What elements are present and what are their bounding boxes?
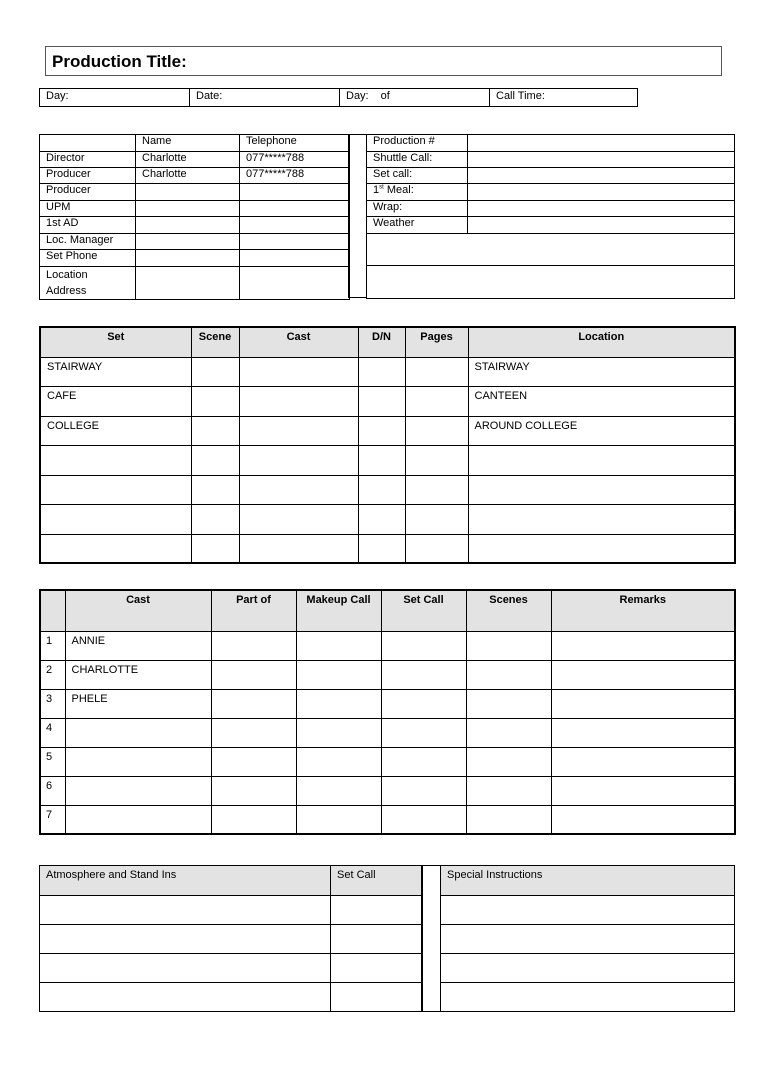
scenes-header-scene: Scene bbox=[191, 327, 239, 357]
scene-set[interactable]: STAIRWAY bbox=[40, 357, 191, 386]
crew-phone[interactable] bbox=[240, 201, 350, 217]
crew-role: Loc. Manager bbox=[40, 234, 136, 250]
cast-set-call[interactable] bbox=[381, 718, 466, 747]
cast-table bbox=[39, 589, 736, 835]
first-meal-label: 1st Meal: bbox=[367, 184, 468, 201]
atmosphere-set-call-header: Set Call bbox=[331, 866, 423, 896]
scene-cast[interactable] bbox=[239, 504, 358, 534]
crew-phone[interactable]: 077*****788 bbox=[240, 152, 350, 168]
cast-remarks[interactable] bbox=[551, 718, 735, 747]
scene-number[interactable] bbox=[191, 445, 239, 475]
table-row bbox=[40, 386, 735, 416]
cast-number: 5 bbox=[40, 747, 65, 776]
date-field[interactable]: Date: bbox=[190, 89, 340, 107]
cast-remarks[interactable] bbox=[551, 660, 735, 689]
scene-pages[interactable] bbox=[405, 386, 468, 416]
wrap-label: Wrap: bbox=[367, 201, 468, 217]
special-instruction-entry[interactable] bbox=[441, 983, 735, 1012]
weather-label: Weather bbox=[367, 217, 468, 234]
scene-pages[interactable] bbox=[405, 445, 468, 475]
scene-location[interactable] bbox=[468, 475, 735, 504]
table-row bbox=[40, 718, 735, 747]
address-label: Address bbox=[46, 285, 87, 297]
scene-location[interactable]: AROUND COLLEGE bbox=[468, 416, 735, 445]
table-row bbox=[40, 776, 735, 805]
cast-remarks[interactable] bbox=[551, 776, 735, 805]
cast-set-call[interactable] bbox=[381, 805, 466, 834]
shuttle-call-value[interactable] bbox=[468, 152, 735, 168]
scene-number[interactable] bbox=[191, 416, 239, 445]
scene-location[interactable] bbox=[468, 445, 735, 475]
scenes-table bbox=[39, 326, 736, 564]
day-field[interactable]: Day: bbox=[40, 89, 190, 107]
atmosphere-entry[interactable] bbox=[40, 954, 331, 983]
scene-set[interactable] bbox=[40, 504, 191, 534]
scene-pages[interactable] bbox=[405, 504, 468, 534]
special-instructions-table bbox=[440, 865, 735, 1012]
atmosphere-separator bbox=[421, 865, 441, 1012]
table-row bbox=[441, 925, 735, 954]
atmosphere-set-call[interactable] bbox=[331, 925, 423, 954]
set-call-value[interactable] bbox=[468, 168, 735, 184]
table-row bbox=[40, 357, 735, 386]
cast-name[interactable] bbox=[65, 776, 211, 805]
scene-dn[interactable] bbox=[358, 445, 405, 475]
table-row bbox=[40, 983, 423, 1012]
scene-location[interactable] bbox=[468, 504, 735, 534]
scene-location[interactable]: CANTEEN bbox=[468, 386, 735, 416]
scene-dn[interactable] bbox=[358, 475, 405, 504]
table-row bbox=[441, 896, 735, 925]
table-row bbox=[40, 631, 735, 660]
cast-part-of[interactable] bbox=[211, 776, 296, 805]
scene-number[interactable] bbox=[191, 475, 239, 504]
atmosphere-entry[interactable] bbox=[40, 983, 331, 1012]
scene-cast[interactable] bbox=[239, 386, 358, 416]
crew-location-extra[interactable] bbox=[240, 267, 350, 300]
table-row bbox=[40, 896, 423, 925]
cast-remarks[interactable] bbox=[551, 805, 735, 834]
cast-set-call[interactable] bbox=[381, 689, 466, 718]
cast-number: 7 bbox=[40, 805, 65, 834]
crew-separator bbox=[348, 134, 367, 298]
cast-name[interactable] bbox=[65, 747, 211, 776]
atmosphere-set-call[interactable] bbox=[331, 896, 423, 925]
crew-role: Producer bbox=[40, 184, 136, 201]
cast-number: 4 bbox=[40, 718, 65, 747]
cast-name[interactable] bbox=[65, 805, 211, 834]
cast-number: 2 bbox=[40, 660, 65, 689]
cast-makeup-call[interactable] bbox=[296, 805, 381, 834]
table-row bbox=[40, 416, 735, 445]
day-of-label: Day: bbox=[346, 90, 369, 102]
day-of-field[interactable] bbox=[340, 89, 490, 107]
table-row bbox=[40, 475, 735, 504]
scene-pages[interactable] bbox=[405, 416, 468, 445]
cast-makeup-call[interactable] bbox=[296, 747, 381, 776]
scene-dn[interactable] bbox=[358, 357, 405, 386]
scene-set[interactable] bbox=[40, 534, 191, 563]
cast-makeup-call[interactable] bbox=[296, 689, 381, 718]
crew-role: 1st AD bbox=[40, 217, 136, 234]
production-info-blank-2[interactable] bbox=[367, 266, 735, 299]
cast-scenes[interactable] bbox=[466, 776, 551, 805]
cast-part-of[interactable] bbox=[211, 747, 296, 776]
crew-name[interactable] bbox=[136, 201, 240, 217]
atmosphere-set-call[interactable] bbox=[331, 983, 423, 1012]
scene-number[interactable] bbox=[191, 504, 239, 534]
scene-pages[interactable] bbox=[405, 357, 468, 386]
scene-set[interactable]: CAFE bbox=[40, 386, 191, 416]
cast-set-call[interactable] bbox=[381, 776, 466, 805]
cast-remarks[interactable] bbox=[551, 631, 735, 660]
cast-scenes[interactable] bbox=[466, 660, 551, 689]
scenes-header-pages: Pages bbox=[405, 327, 468, 357]
table-row bbox=[40, 445, 735, 475]
cast-number: 6 bbox=[40, 776, 65, 805]
weather-value[interactable] bbox=[468, 217, 735, 234]
scene-cast[interactable] bbox=[239, 445, 358, 475]
crew-location-address bbox=[40, 267, 136, 300]
special-instruction-entry[interactable] bbox=[441, 954, 735, 983]
scene-cast[interactable] bbox=[239, 416, 358, 445]
scene-location[interactable]: STAIRWAY bbox=[468, 357, 735, 386]
cast-part-of[interactable] bbox=[211, 805, 296, 834]
cast-scenes[interactable] bbox=[466, 689, 551, 718]
scene-set[interactable]: COLLEGE bbox=[40, 416, 191, 445]
table-row bbox=[40, 954, 423, 983]
crew-name[interactable]: Charlotte bbox=[136, 168, 240, 184]
scene-dn[interactable] bbox=[358, 386, 405, 416]
cast-makeup-call[interactable] bbox=[296, 776, 381, 805]
crew-name[interactable] bbox=[136, 250, 240, 267]
cast-name[interactable]: ANNIE bbox=[65, 631, 211, 660]
scene-dn[interactable] bbox=[358, 416, 405, 445]
cast-header-set-call: Set Call bbox=[381, 590, 466, 631]
atmosphere-entry[interactable] bbox=[40, 896, 331, 925]
table-row bbox=[40, 747, 735, 776]
cast-name[interactable]: PHELE bbox=[65, 689, 211, 718]
cast-part-of[interactable] bbox=[211, 631, 296, 660]
cast-number: 1 bbox=[40, 631, 65, 660]
crew-phone[interactable] bbox=[240, 234, 350, 250]
scene-pages[interactable] bbox=[405, 475, 468, 504]
atmosphere-set-call[interactable] bbox=[331, 954, 423, 983]
cast-header-num bbox=[40, 590, 65, 631]
crew-role: UPM bbox=[40, 201, 136, 217]
day-of-total-label: of bbox=[380, 90, 390, 102]
scene-set[interactable] bbox=[40, 445, 191, 475]
cast-part-of[interactable] bbox=[211, 660, 296, 689]
production-number-label: Production # bbox=[367, 135, 468, 152]
cast-scenes[interactable] bbox=[466, 805, 551, 834]
table-row bbox=[40, 534, 735, 563]
atmosphere-table bbox=[39, 865, 423, 1012]
cast-part-of[interactable] bbox=[211, 689, 296, 718]
crew-phone[interactable]: 077*****788 bbox=[240, 168, 350, 184]
table-row bbox=[40, 504, 735, 534]
table-row bbox=[40, 689, 735, 718]
production-info-blank-1[interactable] bbox=[367, 234, 735, 266]
cast-makeup-call[interactable] bbox=[296, 660, 381, 689]
production-title: Production Title: bbox=[45, 46, 722, 76]
scene-number[interactable] bbox=[191, 386, 239, 416]
cast-header-makeup-call: Makeup Call bbox=[296, 590, 381, 631]
cast-remarks[interactable] bbox=[551, 747, 735, 776]
cast-scenes[interactable] bbox=[466, 747, 551, 776]
cast-name[interactable]: CHARLOTTE bbox=[65, 660, 211, 689]
crew-role: Producer bbox=[40, 168, 136, 184]
first-meal-value[interactable] bbox=[468, 184, 735, 201]
crew-header-name: Name bbox=[136, 135, 240, 152]
crew-table bbox=[39, 134, 350, 300]
cast-remarks[interactable] bbox=[551, 689, 735, 718]
table-row bbox=[40, 925, 423, 954]
set-call-label: Set call: bbox=[367, 168, 468, 184]
scenes-header-set: Set bbox=[40, 327, 191, 357]
scene-pages[interactable] bbox=[405, 534, 468, 563]
cast-header-part-of: Part of bbox=[211, 590, 296, 631]
scene-cast[interactable] bbox=[239, 357, 358, 386]
scenes-header-dn: D/N bbox=[358, 327, 405, 357]
crew-phone[interactable] bbox=[240, 217, 350, 234]
atmosphere-header: Atmosphere and Stand Ins bbox=[40, 866, 331, 896]
scenes-header-cast: Cast bbox=[239, 327, 358, 357]
scene-dn[interactable] bbox=[358, 534, 405, 563]
crew-role: Director bbox=[40, 152, 136, 168]
production-info-table bbox=[366, 134, 735, 299]
shuttle-call-label: Shuttle Call: bbox=[367, 152, 468, 168]
cast-makeup-call[interactable] bbox=[296, 718, 381, 747]
location-label: Location bbox=[46, 269, 88, 281]
crew-name[interactable] bbox=[136, 184, 240, 201]
cast-part-of[interactable] bbox=[211, 718, 296, 747]
table-row bbox=[441, 954, 735, 983]
scene-location[interactable] bbox=[468, 534, 735, 563]
crew-header-telephone: Telephone bbox=[240, 135, 350, 152]
day-row bbox=[39, 88, 638, 107]
atmosphere-entry[interactable] bbox=[40, 925, 331, 954]
special-instruction-entry[interactable] bbox=[441, 925, 735, 954]
scene-number[interactable] bbox=[191, 534, 239, 563]
crew-role: Set Phone bbox=[40, 250, 136, 267]
cast-number: 3 bbox=[40, 689, 65, 718]
crew-phone[interactable] bbox=[240, 184, 350, 201]
cast-header-scenes: Scenes bbox=[466, 590, 551, 631]
scene-set[interactable] bbox=[40, 475, 191, 504]
cast-header-remarks: Remarks bbox=[551, 590, 735, 631]
cast-scenes[interactable] bbox=[466, 631, 551, 660]
special-instruction-entry[interactable] bbox=[441, 896, 735, 925]
scene-dn[interactable] bbox=[358, 504, 405, 534]
crew-location-value[interactable] bbox=[136, 267, 240, 300]
scene-cast[interactable] bbox=[239, 534, 358, 563]
cast-scenes[interactable] bbox=[466, 718, 551, 747]
cast-header-cast: Cast bbox=[65, 590, 211, 631]
production-number-value[interactable] bbox=[468, 135, 735, 152]
table-row bbox=[40, 805, 735, 834]
cast-set-call[interactable] bbox=[381, 747, 466, 776]
cast-makeup-call[interactable] bbox=[296, 631, 381, 660]
crew-name[interactable] bbox=[136, 217, 240, 234]
cast-name[interactable] bbox=[65, 718, 211, 747]
crew-name[interactable] bbox=[136, 234, 240, 250]
crew-name[interactable]: Charlotte bbox=[136, 152, 240, 168]
table-row bbox=[441, 983, 735, 1012]
cast-set-call[interactable] bbox=[381, 660, 466, 689]
scene-number[interactable] bbox=[191, 357, 239, 386]
special-instructions-header: Special Instructions bbox=[441, 866, 735, 896]
table-row bbox=[40, 660, 735, 689]
wrap-value[interactable] bbox=[468, 201, 735, 217]
scene-cast[interactable] bbox=[239, 475, 358, 504]
scenes-header-location: Location bbox=[468, 327, 735, 357]
crew-phone[interactable] bbox=[240, 250, 350, 267]
call-time-field[interactable]: Call Time: bbox=[490, 89, 638, 107]
cast-set-call[interactable] bbox=[381, 631, 466, 660]
